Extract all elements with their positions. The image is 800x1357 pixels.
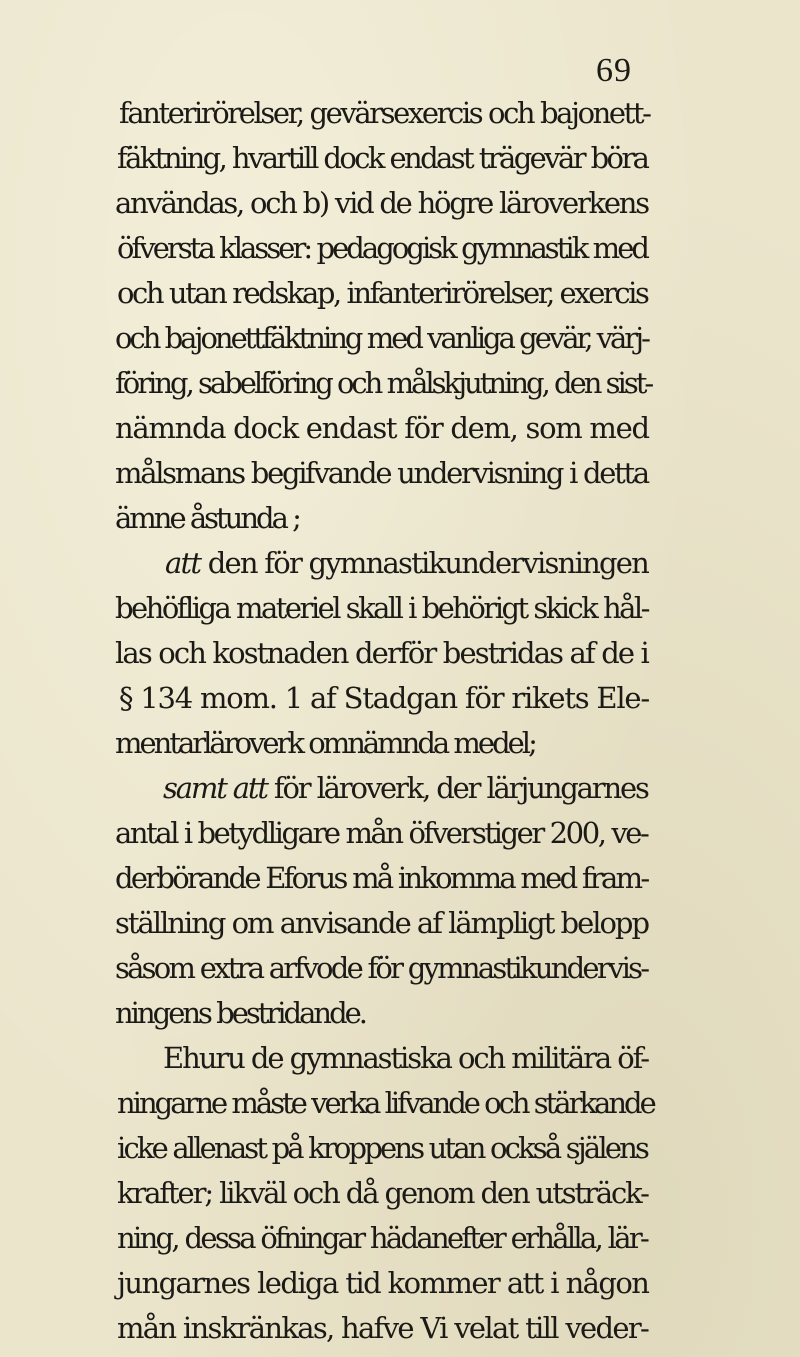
text-line [0, 675, 800, 721]
text-run: mån inskränkas, hafve Vi velat till veder- [117, 1311, 649, 1345]
text-line-content [117, 1215, 647, 1261]
text-line [0, 135, 800, 181]
text-run: behöfliga materiel skall i behörigt skick hål- [115, 591, 648, 625]
text-line [0, 1215, 800, 1261]
text-run: § 134 mom. 1 af Stadgan för rikets Ele- [119, 681, 649, 715]
text-line [0, 315, 800, 361]
text-run: öfversta klasser: pedagogisk gymnastik med [117, 231, 648, 265]
text-line-content [115, 585, 648, 631]
text-run: och bajonettfäktning med vanliga gevär, värj- [115, 321, 648, 355]
text-run: såsom extra arfvode för gymnastikundervis- [115, 951, 648, 985]
text-line-content [117, 1080, 654, 1126]
text-line-content [117, 1170, 648, 1216]
text-line-content [119, 675, 649, 721]
text-line-content [115, 315, 648, 361]
text-line [0, 180, 800, 226]
text-run: ningarne måste verka lifvande och stärkande [117, 1086, 654, 1120]
text-run: ning, dessa öfningar hädanefter erhålla, lär- [117, 1221, 648, 1255]
text-line-content [115, 180, 648, 226]
text-run: fäktning, hvartill dock endast trägevär böra [117, 141, 648, 175]
text-line [0, 720, 800, 766]
text-run: mentarläroverk omnämnda medel; [115, 726, 535, 760]
text-line [0, 1170, 800, 1216]
text-line-content [119, 90, 650, 136]
text-run: ämne åstunda ; [115, 501, 299, 535]
text-run: föring, sabelföring och målskjutning, den sist- [115, 366, 652, 400]
text-line-content [115, 810, 647, 856]
text-run: antal i betydligare mån öfverstiger 200, ve- [115, 816, 648, 850]
text-run: nämnda dock endast för dem, som med [115, 411, 649, 445]
text-line [0, 450, 800, 496]
text-line-content [115, 900, 648, 946]
text-line [0, 765, 800, 811]
text-line [0, 990, 800, 1036]
text-run: Ehuru de gymnastiska och militära öf- [163, 1041, 649, 1075]
text-line-content [115, 855, 647, 901]
text-line-content [163, 765, 648, 811]
text-line [0, 1260, 800, 1306]
text-line [0, 900, 800, 946]
text-line [0, 270, 800, 316]
text-run: fanterirörelser, gevärsexercis och bajonett- [119, 96, 650, 130]
text-line-content [117, 135, 647, 181]
text-run: för läroverk, der lärjungarnes [266, 771, 648, 805]
text-line-content [163, 1035, 648, 1081]
text-line [0, 1080, 800, 1126]
text-line-content [115, 360, 651, 406]
text-run: målsmans begifvande undervisning i detta [115, 456, 648, 490]
text-line [0, 1305, 800, 1351]
text-line-content [115, 720, 535, 766]
text-line [0, 360, 800, 406]
text-line [0, 585, 800, 631]
text-line-content [117, 1260, 648, 1306]
text-line-content [117, 1125, 647, 1171]
text-line-content [115, 945, 647, 991]
text-run: jungarnes lediga tid kommer att i någon [117, 1266, 649, 1300]
text-line-content [115, 630, 648, 676]
text-line [0, 855, 800, 901]
text-run: ställning om anvisande af lämpligt belopp [115, 906, 649, 940]
text-line-content [117, 1305, 648, 1351]
text-line-content [165, 540, 648, 586]
text-line [0, 405, 800, 451]
text-run: och utan redskap, infanterirörelser, exercis [117, 276, 648, 310]
text-line [0, 225, 800, 271]
text-line [0, 810, 800, 856]
text-line [0, 495, 800, 541]
text-run: den för gymnastikundervisningen [200, 546, 649, 580]
text-line-content [117, 225, 647, 271]
text-line [0, 540, 800, 586]
text-line [0, 1125, 800, 1171]
text-run: ningens bestridande. [115, 996, 366, 1030]
text-line [0, 90, 800, 136]
text-line [0, 630, 800, 676]
text-line [0, 945, 800, 991]
text-run: användas, och b) vid de högre läroverkens [115, 186, 648, 220]
text-run: derbörande Eforus må inkomma med fram- [115, 861, 648, 895]
italic-text: samt att [163, 771, 267, 805]
text-run: krafter; likväl och då genom den utsträck- [117, 1176, 648, 1210]
text-line-content [117, 270, 647, 316]
text-run: icke allenast på kroppens utan också själens [117, 1131, 648, 1165]
text-line-content [115, 495, 299, 541]
italic-text: att [165, 546, 201, 580]
text-line-content [115, 990, 365, 1036]
text-run: las och kostnaden derför bestridas af de i [115, 636, 648, 670]
page-number: 69 [596, 52, 632, 89]
text-line [0, 1035, 800, 1081]
text-line-content [115, 450, 648, 496]
text-line-content [115, 405, 649, 451]
